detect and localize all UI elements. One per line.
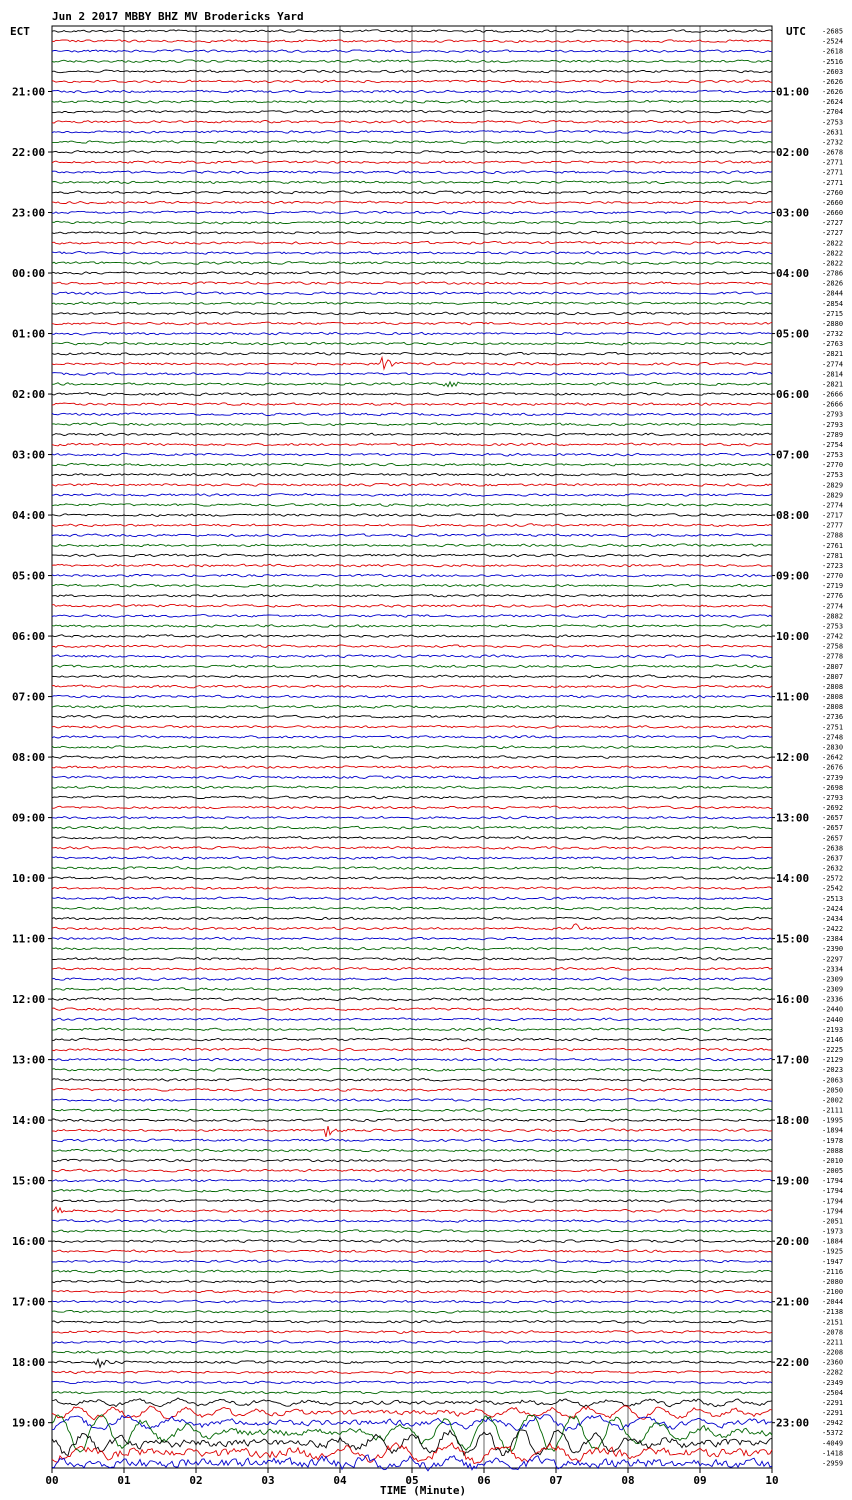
trace-offset-label: -2638 <box>822 844 844 853</box>
trace-offset-label: -2618 <box>822 47 844 56</box>
left-hour-label: 12:00 <box>12 993 46 1007</box>
trace-offset-label: -2384 <box>822 935 844 944</box>
trace-offset-label: -2821 <box>822 380 844 389</box>
trace-offset-label: -2760 <box>822 188 844 197</box>
right-hour-label: 18:00 <box>776 1114 810 1128</box>
trace-offset-label: -2336 <box>822 995 844 1004</box>
trace-offset-label: -2758 <box>822 642 844 651</box>
trace-offset-label: -2704 <box>822 108 844 117</box>
right-hour-label: 21:00 <box>776 1295 810 1309</box>
trace-offset-label: -1947 <box>822 1257 844 1266</box>
trace-offset-label: -2100 <box>822 1288 844 1297</box>
trace-offset-label: -2844 <box>822 289 844 298</box>
trace-offset-label: -2078 <box>822 1328 844 1337</box>
x-tick-label: 08 <box>621 1474 635 1487</box>
trace-offset-label: -1794 <box>822 1187 844 1196</box>
trace-offset-label: -2211 <box>822 1338 844 1347</box>
trace-offset-label: -2751 <box>822 723 844 732</box>
right-hour-label: 13:00 <box>776 811 810 825</box>
left-hour-label: 16:00 <box>12 1235 46 1249</box>
trace-offset-label: -2309 <box>822 975 844 984</box>
trace-offset-label: -2225 <box>822 1046 844 1055</box>
trace-offset-label: -2698 <box>822 783 844 792</box>
trace-offset-label: -2334 <box>822 965 844 974</box>
trace-offset-label: -2942 <box>822 1419 844 1428</box>
trace-offset-label: -2777 <box>822 521 844 530</box>
left-hour-label: 10:00 <box>12 872 46 886</box>
left-hour-label: 13:00 <box>12 1053 46 1067</box>
trace-offset-label: -2774 <box>822 360 844 369</box>
left-hour-label: 11:00 <box>12 932 46 946</box>
trace-offset-label: -2129 <box>822 1056 844 1065</box>
trace-offset-label: -2753 <box>822 622 844 631</box>
trace-offset-label: -2657 <box>822 814 844 823</box>
trace-offset-label: -1794 <box>822 1177 844 1186</box>
trace-offset-label: -2753 <box>822 118 844 127</box>
trace-offset-label: -2044 <box>822 1298 844 1307</box>
trace-offset-label: -2151 <box>822 1318 844 1327</box>
x-tick-label: 10 <box>765 1474 779 1487</box>
trace-offset-label: -2051 <box>822 1217 844 1226</box>
trace-offset-label: -2504 <box>822 1388 844 1397</box>
trace-offset-label: -2822 <box>822 259 844 268</box>
trace-offset-label: -2637 <box>822 854 844 863</box>
trace-offset-label: -2717 <box>822 511 844 520</box>
trace-offset-label: -2719 <box>822 582 844 591</box>
trace-offset-label: -2297 <box>822 955 844 964</box>
trace-offset-label: -2513 <box>822 894 844 903</box>
trace-offset-label: -2770 <box>822 572 844 581</box>
trace-offset-label: -2676 <box>822 763 844 772</box>
right-hour-label: 14:00 <box>776 872 810 886</box>
left-hour-label: 21:00 <box>12 85 46 99</box>
trace-offset-label: -2781 <box>822 551 844 560</box>
right-hour-label: 05:00 <box>776 327 810 341</box>
trace-offset-label: -2771 <box>822 158 844 167</box>
trace-offset-label: -2761 <box>822 541 844 550</box>
right-hour-label: 01:00 <box>776 85 810 99</box>
trace-offset-label: -5372 <box>822 1429 844 1438</box>
trace-offset-label: -2666 <box>822 390 844 399</box>
x-tick-label: 00 <box>45 1474 59 1487</box>
trace-offset-label: -2727 <box>822 219 844 228</box>
trace-offset-label: -2424 <box>822 904 844 913</box>
right-hour-label: 15:00 <box>776 932 810 946</box>
trace-offset-labels <box>822 28 843 1468</box>
left-hour-label: 14:00 <box>12 1114 46 1128</box>
trace-offset-label: -2793 <box>822 420 844 429</box>
left-hour-label: 07:00 <box>12 690 46 704</box>
trace-offset-label: -2063 <box>822 1076 844 1085</box>
trace-offset-label: -2814 <box>822 370 844 379</box>
trace-offset-label: -2291 <box>822 1398 844 1407</box>
trace-offset-label: -2748 <box>822 733 844 742</box>
trace-offset-label: -1925 <box>822 1247 844 1256</box>
x-tick-label: 09 <box>693 1474 707 1487</box>
trace-offset-label: -2807 <box>822 662 844 671</box>
trace-offset-label: -2291 <box>822 1409 844 1418</box>
right-hour-label: 17:00 <box>776 1053 810 1067</box>
trace-offset-label: -2524 <box>822 37 844 46</box>
trace-offset-label: -2208 <box>822 1348 844 1357</box>
left-hour-label: 01:00 <box>12 327 46 341</box>
trace-offset-label: -2146 <box>822 1035 844 1044</box>
trace-offset-label: -2282 <box>822 1368 844 1377</box>
trace-offset-label: -2678 <box>822 148 844 157</box>
trace-offset-label: -2822 <box>822 239 844 248</box>
trace-offset-label: -2829 <box>822 481 844 490</box>
trace-offset-label: -2753 <box>822 451 844 460</box>
left-hour-label: 03:00 <box>12 448 46 462</box>
trace-offset-label: -2774 <box>822 602 844 611</box>
left-hour-label: 08:00 <box>12 751 46 765</box>
trace-offset-label: -2754 <box>822 440 844 449</box>
right-hour-label: 08:00 <box>776 509 810 523</box>
trace-offset-label: -2624 <box>822 98 844 107</box>
right-hour-label: 20:00 <box>776 1235 810 1249</box>
trace-offset-label: -2793 <box>822 793 844 802</box>
right-hour-label: 09:00 <box>776 569 810 583</box>
left-hour-label: 15:00 <box>12 1174 46 1188</box>
right-hour-label: 19:00 <box>776 1174 810 1188</box>
trace-offset-label: -2023 <box>822 1066 844 1075</box>
left-hour-label: 04:00 <box>12 509 46 523</box>
trace-offset-label: -1978 <box>822 1136 844 1145</box>
trace-offset-label: -2753 <box>822 471 844 480</box>
left-hour-label: 00:00 <box>12 267 46 281</box>
trace-offset-label: -2854 <box>822 299 844 308</box>
trace-offset-label: -2692 <box>822 804 844 813</box>
trace-offset-label: -2002 <box>822 1096 844 1105</box>
right-hour-label: 02:00 <box>776 146 810 160</box>
right-timezone-label: UTC <box>786 25 806 38</box>
trace-offset-label: -4049 <box>822 1439 844 1448</box>
right-hour-label: 23:00 <box>776 1416 810 1430</box>
trace-offset-label: -2685 <box>822 27 844 36</box>
trace-offset-label: -2778 <box>822 652 844 661</box>
right-hour-label: 11:00 <box>776 690 810 704</box>
trace-offset-label: -2736 <box>822 713 844 722</box>
trace-offset-label: -2822 <box>822 249 844 258</box>
trace-offset-label: -2732 <box>822 138 844 147</box>
trace-offset-label: -2657 <box>822 824 844 833</box>
trace-offset-label: -2732 <box>822 330 844 339</box>
left-hour-label: 19:00 <box>12 1416 46 1430</box>
right-hour-label: 06:00 <box>776 388 810 402</box>
trace-offset-label: -2821 <box>822 350 844 359</box>
trace-offset-label: -2434 <box>822 914 844 923</box>
trace-offset-label: -2723 <box>822 561 844 570</box>
trace-offset-label: -2882 <box>822 612 844 621</box>
trace-offset-label: -2666 <box>822 400 844 409</box>
trace-offset-label: -1418 <box>822 1449 844 1458</box>
trace-offset-label: -2774 <box>822 501 844 510</box>
trace-offset-label: -2632 <box>822 864 844 873</box>
right-hour-label: 22:00 <box>776 1356 810 1370</box>
left-hour-label: 06:00 <box>12 630 46 644</box>
right-hour-label: 10:00 <box>776 630 810 644</box>
left-hour-label: 17:00 <box>12 1295 46 1309</box>
x-tick-label: 04 <box>333 1474 347 1487</box>
trace-offset-label: -2193 <box>822 1025 844 1034</box>
trace-offset-label: -2763 <box>822 340 844 349</box>
trace-offset-label: -2727 <box>822 229 844 238</box>
trace-offset-label: -2829 <box>822 491 844 500</box>
trace-offset-label: -2572 <box>822 874 844 883</box>
trace-offset-label: -2050 <box>822 1086 844 1095</box>
x-tick-label: 01 <box>117 1474 131 1487</box>
trace-offset-label: -1794 <box>822 1197 844 1206</box>
trace-offset-label: -2880 <box>822 319 844 328</box>
trace-offset-label: -2660 <box>822 209 844 218</box>
trace-offset-label: -2440 <box>822 1015 844 1024</box>
trace-offset-label: -1995 <box>822 1116 844 1125</box>
chart-title: Jun 2 2017 MBBY BHZ MV Brodericks Yard <box>52 10 304 23</box>
right-hour-label: 07:00 <box>776 448 810 462</box>
trace-offset-label: -2309 <box>822 985 844 994</box>
trace-offset-label: -1973 <box>822 1227 844 1236</box>
trace-offset-label: -2657 <box>822 834 844 843</box>
trace-offset-label: -2742 <box>822 632 844 641</box>
trace-offset-label: -2349 <box>822 1378 844 1387</box>
trace-offset-label: -2010 <box>822 1156 844 1165</box>
x-tick-label: 03 <box>261 1474 275 1487</box>
trace-offset-label: -2642 <box>822 753 844 762</box>
trace-offset-label: -2771 <box>822 168 844 177</box>
x-tick-label: 05 <box>405 1474 419 1487</box>
trace-offset-label: -2786 <box>822 269 844 278</box>
left-hour-label: 22:00 <box>12 146 46 160</box>
trace-offset-label: -1794 <box>822 1207 844 1216</box>
trace-offset-label: -2360 <box>822 1358 844 1367</box>
trace-offset-label: -2807 <box>822 672 844 681</box>
x-axis-label: TIME (Minute) <box>380 1484 467 1497</box>
trace-offset-label: -2116 <box>822 1267 844 1276</box>
x-tick-label: 07 <box>549 1474 563 1487</box>
left-hour-label: 09:00 <box>12 811 46 825</box>
trace-offset-label: -2776 <box>822 592 844 601</box>
trace-offset-label: -1894 <box>822 1126 844 1135</box>
left-hour-label: 05:00 <box>12 569 46 583</box>
trace-offset-label: -2542 <box>822 884 844 893</box>
trace-offset-label: -2422 <box>822 925 844 934</box>
trace-offset-label: -2088 <box>822 1146 844 1155</box>
trace-offset-label: -2626 <box>822 88 844 97</box>
trace-offset-label: -2808 <box>822 703 844 712</box>
trace-offset-label: -2390 <box>822 945 844 954</box>
trace-offset-label: -2111 <box>822 1106 844 1115</box>
trace-offset-label: -2739 <box>822 773 844 782</box>
right-hour-label: 12:00 <box>776 751 810 765</box>
trace-offset-label: -2440 <box>822 1005 844 1014</box>
trace-offset-label: -2770 <box>822 461 844 470</box>
left-timezone-label: ECT <box>10 25 30 38</box>
trace-offset-label: -2660 <box>822 198 844 207</box>
trace-offset-label: -2808 <box>822 693 844 702</box>
trace-offset-label: -2715 <box>822 309 844 318</box>
right-hour-label: 03:00 <box>776 206 810 220</box>
trace-offset-label: -2771 <box>822 178 844 187</box>
left-hour-label: 23:00 <box>12 206 46 220</box>
right-hour-label: 04:00 <box>776 267 810 281</box>
trace-offset-label: -2603 <box>822 67 844 76</box>
trace-offset-label: -1884 <box>822 1237 844 1246</box>
trace-offset-label: -2516 <box>822 57 844 66</box>
left-hour-label: 02:00 <box>12 388 46 402</box>
trace-offset-label: -2789 <box>822 430 844 439</box>
left-hour-label: 18:00 <box>12 1356 46 1370</box>
trace-offset-label: -2005 <box>822 1167 844 1176</box>
trace-offset-label: -2830 <box>822 743 844 752</box>
trace-offset-label: -2626 <box>822 77 844 86</box>
x-tick-label: 02 <box>189 1474 203 1487</box>
trace-offset-label: -2826 <box>822 279 844 288</box>
trace-offset-label: -2138 <box>822 1308 844 1317</box>
x-tick-label: 06 <box>477 1474 491 1487</box>
trace-offset-label: -2808 <box>822 682 844 691</box>
trace-offset-label: -2631 <box>822 128 844 137</box>
trace-offset-label: -2793 <box>822 410 844 419</box>
trace-offset-label: -2959 <box>822 1459 844 1468</box>
right-hour-label: 16:00 <box>776 993 810 1007</box>
trace-offset-label: -2788 <box>822 531 844 540</box>
trace-offset-label: -2080 <box>822 1277 844 1286</box>
